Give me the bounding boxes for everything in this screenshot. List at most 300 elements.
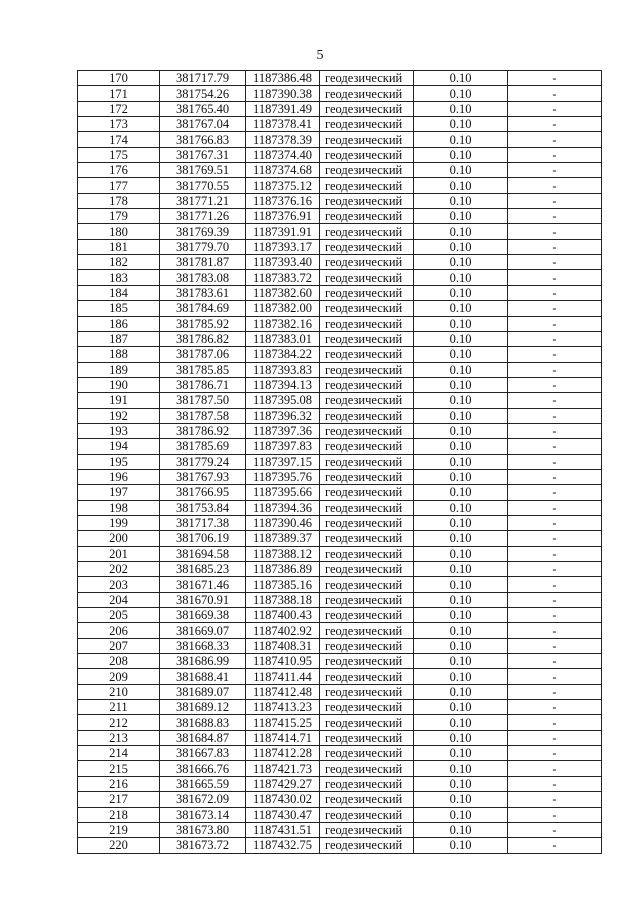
table-row [78, 592, 602, 607]
x-coordinate-cell: 381668.33 [160, 638, 246, 653]
note-cell: - [508, 423, 602, 438]
method-cell: геодезический [320, 684, 414, 699]
table-row [78, 255, 602, 270]
table-row [78, 485, 602, 500]
note-cell: - [508, 270, 602, 285]
table-row [78, 531, 602, 546]
method-cell: геодезический [320, 147, 414, 162]
note-cell: - [508, 132, 602, 147]
table-row [78, 700, 602, 715]
table-row [78, 285, 602, 300]
method-cell: геодезический [320, 224, 414, 239]
method-cell: геодезический [320, 362, 414, 377]
method-cell: геодезический [320, 454, 414, 469]
method-cell: геодезический [320, 577, 414, 592]
note-cell: - [508, 193, 602, 208]
point-number-cell: 206 [78, 623, 160, 638]
table-row [78, 301, 602, 316]
table-row [78, 807, 602, 822]
method-cell: геодезический [320, 163, 414, 178]
note-cell: - [508, 117, 602, 132]
note-cell: - [508, 546, 602, 561]
note-cell: - [508, 485, 602, 500]
x-coordinate-cell: 381754.26 [160, 86, 246, 101]
x-coordinate-cell: 381786.92 [160, 423, 246, 438]
method-cell: геодезический [320, 347, 414, 362]
x-coordinate-cell: 381753.84 [160, 500, 246, 515]
accuracy-cell: 0.10 [414, 209, 508, 224]
accuracy-cell: 0.10 [414, 776, 508, 791]
table-row [78, 761, 602, 776]
table-row [78, 132, 602, 147]
method-cell: геодезический [320, 408, 414, 423]
point-number-cell: 182 [78, 255, 160, 270]
y-coordinate-cell: 1187385.16 [246, 577, 320, 592]
point-number-cell: 187 [78, 331, 160, 346]
note-cell: - [508, 822, 602, 837]
y-coordinate-cell: 1187384.22 [246, 347, 320, 362]
method-cell: геодезический [320, 132, 414, 147]
note-cell: - [508, 592, 602, 607]
y-coordinate-cell: 1187400.43 [246, 608, 320, 623]
method-cell: геодезический [320, 439, 414, 454]
method-cell: геодезический [320, 623, 414, 638]
point-number-cell: 220 [78, 838, 160, 853]
accuracy-cell: 0.10 [414, 193, 508, 208]
x-coordinate-cell: 381688.41 [160, 669, 246, 684]
method-cell: геодезический [320, 700, 414, 715]
x-coordinate-cell: 381688.83 [160, 715, 246, 730]
point-number-cell: 191 [78, 393, 160, 408]
note-cell: - [508, 147, 602, 162]
accuracy-cell: 0.10 [414, 515, 508, 530]
accuracy-cell: 0.10 [414, 623, 508, 638]
x-coordinate-cell: 381767.04 [160, 117, 246, 132]
x-coordinate-cell: 381685.23 [160, 562, 246, 577]
point-number-cell: 176 [78, 163, 160, 178]
note-cell: - [508, 377, 602, 392]
point-number-cell: 199 [78, 515, 160, 530]
y-coordinate-cell: 1187388.12 [246, 546, 320, 561]
table-row [78, 423, 602, 438]
y-coordinate-cell: 1187430.02 [246, 792, 320, 807]
method-cell: геодезический [320, 255, 414, 270]
table-row [78, 377, 602, 392]
y-coordinate-cell: 1187386.48 [246, 71, 320, 86]
accuracy-cell: 0.10 [414, 347, 508, 362]
point-number-cell: 194 [78, 439, 160, 454]
x-coordinate-cell: 381666.76 [160, 761, 246, 776]
note-cell: - [508, 715, 602, 730]
point-number-cell: 189 [78, 362, 160, 377]
table-row [78, 623, 602, 638]
point-number-cell: 210 [78, 684, 160, 699]
note-cell: - [508, 316, 602, 331]
method-cell: геодезический [320, 285, 414, 300]
y-coordinate-cell: 1187395.76 [246, 469, 320, 484]
accuracy-cell: 0.10 [414, 71, 508, 86]
note-cell: - [508, 224, 602, 239]
accuracy-cell: 0.10 [414, 147, 508, 162]
accuracy-cell: 0.10 [414, 838, 508, 853]
point-number-cell: 204 [78, 592, 160, 607]
method-cell: геодезический [320, 838, 414, 853]
x-coordinate-cell: 381689.12 [160, 700, 246, 715]
method-cell: геодезический [320, 316, 414, 331]
x-coordinate-cell: 381765.40 [160, 101, 246, 116]
table-row [78, 86, 602, 101]
y-coordinate-cell: 1187378.39 [246, 132, 320, 147]
x-coordinate-cell: 381785.69 [160, 439, 246, 454]
x-coordinate-cell: 381766.95 [160, 485, 246, 500]
note-cell: - [508, 454, 602, 469]
note-cell: - [508, 807, 602, 822]
note-cell: - [508, 101, 602, 116]
point-number-cell: 213 [78, 730, 160, 745]
accuracy-cell: 0.10 [414, 531, 508, 546]
y-coordinate-cell: 1187374.40 [246, 147, 320, 162]
accuracy-cell: 0.10 [414, 638, 508, 653]
accuracy-cell: 0.10 [414, 730, 508, 745]
note-cell: - [508, 761, 602, 776]
point-number-cell: 177 [78, 178, 160, 193]
accuracy-cell: 0.10 [414, 178, 508, 193]
x-coordinate-cell: 381771.26 [160, 209, 246, 224]
x-coordinate-cell: 381686.99 [160, 654, 246, 669]
y-coordinate-cell: 1187397.83 [246, 439, 320, 454]
point-number-cell: 201 [78, 546, 160, 561]
accuracy-cell: 0.10 [414, 270, 508, 285]
x-coordinate-cell: 381667.83 [160, 746, 246, 761]
point-number-cell: 209 [78, 669, 160, 684]
x-coordinate-cell: 381671.46 [160, 577, 246, 592]
point-number-cell: 185 [78, 301, 160, 316]
y-coordinate-cell: 1187382.60 [246, 285, 320, 300]
table-row [78, 193, 602, 208]
table-row [78, 577, 602, 592]
note-cell: - [508, 163, 602, 178]
point-number-cell: 174 [78, 132, 160, 147]
note-cell: - [508, 331, 602, 346]
x-coordinate-cell: 381783.08 [160, 270, 246, 285]
method-cell: геодезический [320, 301, 414, 316]
method-cell: геодезический [320, 776, 414, 791]
accuracy-cell: 0.10 [414, 408, 508, 423]
method-cell: геодезический [320, 331, 414, 346]
y-coordinate-cell: 1187429.27 [246, 776, 320, 791]
accuracy-cell: 0.10 [414, 117, 508, 132]
method-cell: геодезический [320, 608, 414, 623]
accuracy-cell: 0.10 [414, 255, 508, 270]
table-row [78, 239, 602, 254]
point-number-cell: 215 [78, 761, 160, 776]
x-coordinate-cell: 381669.38 [160, 608, 246, 623]
note-cell: - [508, 746, 602, 761]
x-coordinate-cell: 381787.06 [160, 347, 246, 362]
accuracy-cell: 0.10 [414, 331, 508, 346]
method-cell: геодезический [320, 669, 414, 684]
accuracy-cell: 0.10 [414, 546, 508, 561]
note-cell: - [508, 301, 602, 316]
y-coordinate-cell: 1187394.36 [246, 500, 320, 515]
accuracy-cell: 0.10 [414, 454, 508, 469]
y-coordinate-cell: 1187431.51 [246, 822, 320, 837]
method-cell: геодезический [320, 71, 414, 86]
method-cell: геодезический [320, 193, 414, 208]
table-row [78, 347, 602, 362]
note-cell: - [508, 838, 602, 853]
table-row [78, 147, 602, 162]
x-coordinate-cell: 381665.59 [160, 776, 246, 791]
point-number-cell: 173 [78, 117, 160, 132]
y-coordinate-cell: 1187389.37 [246, 531, 320, 546]
y-coordinate-cell: 1187397.36 [246, 423, 320, 438]
note-cell: - [508, 792, 602, 807]
point-number-cell: 207 [78, 638, 160, 653]
table-row [78, 562, 602, 577]
x-coordinate-cell: 381784.69 [160, 301, 246, 316]
note-cell: - [508, 730, 602, 745]
method-cell: геодезический [320, 822, 414, 837]
y-coordinate-cell: 1187393.83 [246, 362, 320, 377]
note-cell: - [508, 515, 602, 530]
note-cell: - [508, 239, 602, 254]
method-cell: геодезический [320, 592, 414, 607]
point-number-cell: 179 [78, 209, 160, 224]
point-number-cell: 183 [78, 270, 160, 285]
method-cell: геодезический [320, 423, 414, 438]
y-coordinate-cell: 1187395.66 [246, 485, 320, 500]
y-coordinate-cell: 1187411.44 [246, 669, 320, 684]
table-row [78, 408, 602, 423]
method-cell: геодезический [320, 209, 414, 224]
y-coordinate-cell: 1187394.13 [246, 377, 320, 392]
y-coordinate-cell: 1187382.16 [246, 316, 320, 331]
x-coordinate-cell: 381767.93 [160, 469, 246, 484]
note-cell: - [508, 439, 602, 454]
page-number: 5 [316, 48, 324, 63]
note-cell: - [508, 408, 602, 423]
method-cell: геодезический [320, 730, 414, 745]
table-row [78, 469, 602, 484]
accuracy-cell: 0.10 [414, 86, 508, 101]
point-number-cell: 184 [78, 285, 160, 300]
x-coordinate-cell: 381689.07 [160, 684, 246, 699]
accuracy-cell: 0.10 [414, 362, 508, 377]
x-coordinate-cell: 381717.79 [160, 71, 246, 86]
accuracy-cell: 0.10 [414, 469, 508, 484]
y-coordinate-cell: 1187393.17 [246, 239, 320, 254]
y-coordinate-cell: 1187378.41 [246, 117, 320, 132]
accuracy-cell: 0.10 [414, 761, 508, 776]
note-cell: - [508, 577, 602, 592]
point-number-cell: 170 [78, 71, 160, 86]
table-row [78, 776, 602, 791]
method-cell: геодезический [320, 761, 414, 776]
y-coordinate-cell: 1187397.15 [246, 454, 320, 469]
point-number-cell: 214 [78, 746, 160, 761]
accuracy-cell: 0.10 [414, 285, 508, 300]
method-cell: геодезический [320, 638, 414, 653]
y-coordinate-cell: 1187390.46 [246, 515, 320, 530]
coordinates-table-body [78, 71, 602, 854]
x-coordinate-cell: 381684.87 [160, 730, 246, 745]
method-cell: геодезический [320, 807, 414, 822]
x-coordinate-cell: 381781.87 [160, 255, 246, 270]
x-coordinate-cell: 381779.24 [160, 454, 246, 469]
y-coordinate-cell: 1187430.47 [246, 807, 320, 822]
x-coordinate-cell: 381783.61 [160, 285, 246, 300]
point-number-cell: 197 [78, 485, 160, 500]
note-cell: - [508, 700, 602, 715]
method-cell: геодезический [320, 515, 414, 530]
x-coordinate-cell: 381766.83 [160, 132, 246, 147]
point-number-cell: 171 [78, 86, 160, 101]
method-cell: геодезический [320, 393, 414, 408]
point-number-cell: 198 [78, 500, 160, 515]
table-row [78, 101, 602, 116]
point-number-cell: 219 [78, 822, 160, 837]
table-row [78, 117, 602, 132]
table-row [78, 224, 602, 239]
table-row [78, 71, 602, 86]
accuracy-cell: 0.10 [414, 792, 508, 807]
accuracy-cell: 0.10 [414, 485, 508, 500]
point-number-cell: 211 [78, 700, 160, 715]
note-cell: - [508, 531, 602, 546]
point-number-cell: 180 [78, 224, 160, 239]
note-cell: - [508, 86, 602, 101]
x-coordinate-cell: 381673.80 [160, 822, 246, 837]
note-cell: - [508, 776, 602, 791]
accuracy-cell: 0.10 [414, 393, 508, 408]
accuracy-cell: 0.10 [414, 423, 508, 438]
point-number-cell: 202 [78, 562, 160, 577]
table-row [78, 500, 602, 515]
method-cell: геодезический [320, 562, 414, 577]
table-row [78, 746, 602, 761]
method-cell: геодезический [320, 546, 414, 561]
table-row [78, 730, 602, 745]
accuracy-cell: 0.10 [414, 592, 508, 607]
point-number-cell: 181 [78, 239, 160, 254]
accuracy-cell: 0.10 [414, 500, 508, 515]
point-number-cell: 188 [78, 347, 160, 362]
table-row [78, 178, 602, 193]
point-number-cell: 192 [78, 408, 160, 423]
note-cell: - [508, 500, 602, 515]
y-coordinate-cell: 1187402.92 [246, 623, 320, 638]
x-coordinate-cell: 381769.51 [160, 163, 246, 178]
accuracy-cell: 0.10 [414, 669, 508, 684]
method-cell: геодезический [320, 86, 414, 101]
point-number-cell: 200 [78, 531, 160, 546]
point-number-cell: 203 [78, 577, 160, 592]
note-cell: - [508, 255, 602, 270]
y-coordinate-cell: 1187382.00 [246, 301, 320, 316]
y-coordinate-cell: 1187374.68 [246, 163, 320, 178]
point-number-cell: 193 [78, 423, 160, 438]
x-coordinate-cell: 381787.50 [160, 393, 246, 408]
accuracy-cell: 0.10 [414, 439, 508, 454]
table-row [78, 331, 602, 346]
y-coordinate-cell: 1187386.89 [246, 562, 320, 577]
y-coordinate-cell: 1187414.71 [246, 730, 320, 745]
point-number-cell: 178 [78, 193, 160, 208]
y-coordinate-cell: 1187375.12 [246, 178, 320, 193]
y-coordinate-cell: 1187391.49 [246, 101, 320, 116]
note-cell: - [508, 669, 602, 684]
y-coordinate-cell: 1187376.16 [246, 193, 320, 208]
accuracy-cell: 0.10 [414, 163, 508, 178]
x-coordinate-cell: 381669.07 [160, 623, 246, 638]
x-coordinate-cell: 381673.14 [160, 807, 246, 822]
point-number-cell: 175 [78, 147, 160, 162]
point-number-cell: 190 [78, 377, 160, 392]
x-coordinate-cell: 381717.38 [160, 515, 246, 530]
note-cell: - [508, 71, 602, 86]
accuracy-cell: 0.10 [414, 101, 508, 116]
y-coordinate-cell: 1187376.91 [246, 209, 320, 224]
point-number-cell: 217 [78, 792, 160, 807]
note-cell: - [508, 285, 602, 300]
point-number-cell: 186 [78, 316, 160, 331]
accuracy-cell: 0.10 [414, 239, 508, 254]
table-row [78, 638, 602, 653]
note-cell: - [508, 562, 602, 577]
method-cell: геодезический [320, 500, 414, 515]
method-cell: геодезический [320, 485, 414, 500]
method-cell: геодезический [320, 239, 414, 254]
table-row [78, 454, 602, 469]
x-coordinate-cell: 381786.82 [160, 331, 246, 346]
point-number-cell: 218 [78, 807, 160, 822]
table-row [78, 684, 602, 699]
x-coordinate-cell: 381706.19 [160, 531, 246, 546]
y-coordinate-cell: 1187421.73 [246, 761, 320, 776]
accuracy-cell: 0.10 [414, 301, 508, 316]
accuracy-cell: 0.10 [414, 562, 508, 577]
x-coordinate-cell: 381694.58 [160, 546, 246, 561]
accuracy-cell: 0.10 [414, 608, 508, 623]
table-row [78, 515, 602, 530]
y-coordinate-cell: 1187412.28 [246, 746, 320, 761]
accuracy-cell: 0.10 [414, 807, 508, 822]
table-row [78, 838, 602, 853]
y-coordinate-cell: 1187432.75 [246, 838, 320, 853]
accuracy-cell: 0.10 [414, 377, 508, 392]
table-row [78, 608, 602, 623]
table-row [78, 546, 602, 561]
y-coordinate-cell: 1187410.95 [246, 654, 320, 669]
point-number-cell: 212 [78, 715, 160, 730]
table-row [78, 439, 602, 454]
note-cell: - [508, 684, 602, 699]
x-coordinate-cell: 381767.31 [160, 147, 246, 162]
note-cell: - [508, 608, 602, 623]
method-cell: геодезический [320, 178, 414, 193]
accuracy-cell: 0.10 [414, 224, 508, 239]
note-cell: - [508, 362, 602, 377]
table-row [78, 316, 602, 331]
x-coordinate-cell: 381786.71 [160, 377, 246, 392]
table-row [78, 669, 602, 684]
y-coordinate-cell: 1187388.18 [246, 592, 320, 607]
point-number-cell: 205 [78, 608, 160, 623]
y-coordinate-cell: 1187413.23 [246, 700, 320, 715]
coordinates-table [77, 70, 602, 854]
x-coordinate-cell: 381771.21 [160, 193, 246, 208]
